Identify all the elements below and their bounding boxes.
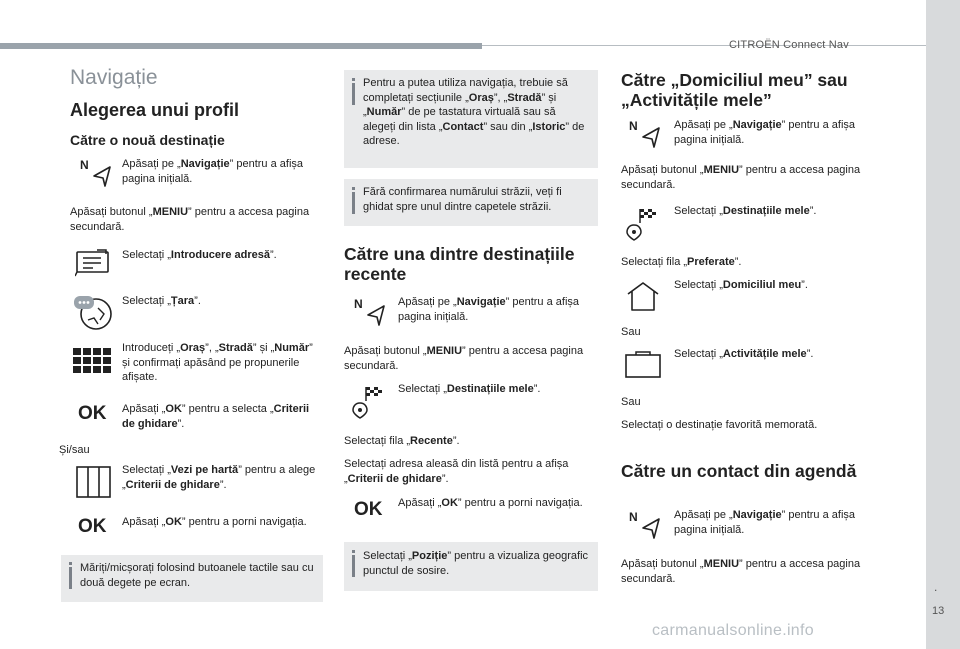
- header-rule-dark: [0, 43, 482, 49]
- instruction-my-destinations: Selectați „Destinațiile mele”.: [674, 205, 817, 217]
- ok-icon: OK: [78, 403, 107, 424]
- instruction-country: Selectați „Țara”.: [122, 295, 201, 307]
- destination-flag-icon: [626, 207, 658, 246]
- paragraph-menu: Apăsați butonul „MENIU” pentru a accesa pagina secundară.: [70, 206, 310, 233]
- paragraph-menu-2: Apăsați butonul „MENIU” pentru a accesa pagina secundară.: [621, 558, 861, 585]
- note-position: [344, 542, 598, 591]
- ok-icon-2: OK: [78, 516, 107, 537]
- instruction-city-street: Introduceți „Oraș”, „Stradă” și „Număr” și confirmați apăsând pe propunerile afișate.: [122, 342, 313, 383]
- info-icon-bar: [352, 83, 355, 105]
- text-and-or: Și/sau: [59, 444, 90, 456]
- info-icon-bar: [69, 567, 72, 589]
- paragraph-menu: Apăsați butonul „MENIU” pentru a accesa pagina secundară.: [344, 345, 584, 372]
- instruction-ok-start: Apăsați „OK” pentru a porni navigația.: [122, 516, 307, 528]
- work-briefcase-icon: [624, 349, 662, 384]
- paragraph-favorite: Selectați o destinație favorită memorată.: [621, 419, 818, 431]
- text-or-1: Sau: [621, 326, 641, 338]
- info-icon: [352, 550, 355, 553]
- header-rule-light: [482, 45, 926, 46]
- country-globe-icon: [74, 294, 114, 337]
- instruction-navigation: Apăsați pe „Navigație” pentru a afișa pagina inițială.: [122, 158, 303, 185]
- page-sidebar: [926, 0, 960, 649]
- note-street-number-text: Fără confirmarea numărului străzii, veți fi ghidat spre unul dintre capetele străzii.: [363, 186, 562, 213]
- svg-text:N: N: [80, 158, 89, 172]
- note-street-number: [344, 179, 598, 226]
- info-icon: [352, 78, 355, 81]
- heading-recent: Către una dintre destinațiile recente: [344, 244, 575, 284]
- svg-text:N: N: [629, 510, 638, 524]
- instruction-navigation: Apăsați pe „Navigație” pentru a afișa pagina inițială.: [398, 296, 579, 323]
- header-brand: CITROËN Connect Nav: [729, 39, 849, 51]
- svg-text:N: N: [629, 119, 638, 133]
- note-zoom: [61, 555, 323, 602]
- section-title: Navigație: [70, 66, 158, 89]
- enter-address-icon: [75, 246, 111, 283]
- subheading-new-destination: Către o nouă destinație: [70, 132, 225, 148]
- note-fill-fields: [344, 70, 598, 168]
- heading-profile: Alegerea unui profil: [70, 100, 240, 120]
- paragraph-favorites-tab: Selectați fila „Preferate”.: [621, 256, 742, 268]
- instruction-ok-start: Apăsați „OK” pentru a porni navigația.: [398, 497, 583, 509]
- home-icon: [625, 280, 661, 317]
- instruction-ok-criteria: Apăsați „OK” pentru a selecta „Criterii de ghidare”.: [122, 403, 310, 430]
- ok-icon: OK: [354, 499, 383, 520]
- info-icon-bar: [352, 192, 355, 214]
- keyboard-icon: [73, 348, 113, 379]
- navigation-icon: [354, 296, 388, 333]
- instruction-my-destinations: Selectați „Destinațiile mele”.: [398, 383, 541, 395]
- instruction-navigation-2: Apăsați pe „Navigație” pentru a afișa pagina inițială.: [674, 509, 855, 536]
- instruction-my-activities: Selectați „Activitățile mele”.: [674, 348, 814, 360]
- watermark: carmanualsonline.info: [652, 622, 814, 639]
- info-icon-bar: [352, 555, 355, 577]
- note-zoom-text: Măriți/micșorați folosind butoanele tactile sau cu două degete pe ecran.: [80, 562, 314, 589]
- instruction-enter-address: Selectați „Introducere adresă”.: [122, 249, 277, 261]
- paragraph-menu: Apăsați butonul „MENIU” pentru a accesa pagina secundară.: [621, 164, 861, 191]
- page-dot: .: [934, 580, 938, 594]
- info-icon: [69, 562, 72, 565]
- note-fill-fields-text: Pentru a putea utiliza navigația, trebuie să completați secțiunile „Oraș”, „Stradă” și „Număr” de pe tastatura virtuală sau să alegeți din lista „Contact” sau din „Istoric” de adrese.: [363, 77, 585, 147]
- instruction-my-home: Selectați „Domiciliul meu”.: [674, 279, 808, 291]
- text-or-2: Sau: [621, 396, 641, 408]
- paragraph-recent-tab: Selectați fila „Recente”.: [344, 435, 460, 447]
- destination-flag-icon: [352, 385, 384, 424]
- navigation-icon: [629, 509, 663, 546]
- map-icon: [76, 464, 112, 505]
- navigation-icon: [629, 118, 663, 155]
- paragraph-select-address: Selectați adresa aleasă din listă pentru a afișa „Criterii de ghidare”.: [344, 458, 569, 485]
- info-icon: [352, 187, 355, 190]
- instruction-view-on-map: Selectați „Vezi pe hartă” pentru a alege „Criterii de ghidare”.: [122, 464, 316, 491]
- svg-text:N: N: [354, 297, 363, 311]
- instruction-navigation: Apăsați pe „Navigație” pentru a afișa pagina inițială.: [674, 119, 855, 146]
- page-number: 13: [932, 605, 945, 617]
- heading-contact: Către un contact din agendă: [621, 461, 857, 481]
- note-position-text: Selectați „Poziție” pentru a vizualiza geografic punctul de sosire.: [363, 550, 589, 577]
- heading-home-activities: Către „Domiciliul meu” sau „Activitățile mele”: [621, 70, 848, 110]
- navigation-icon: [80, 157, 114, 194]
